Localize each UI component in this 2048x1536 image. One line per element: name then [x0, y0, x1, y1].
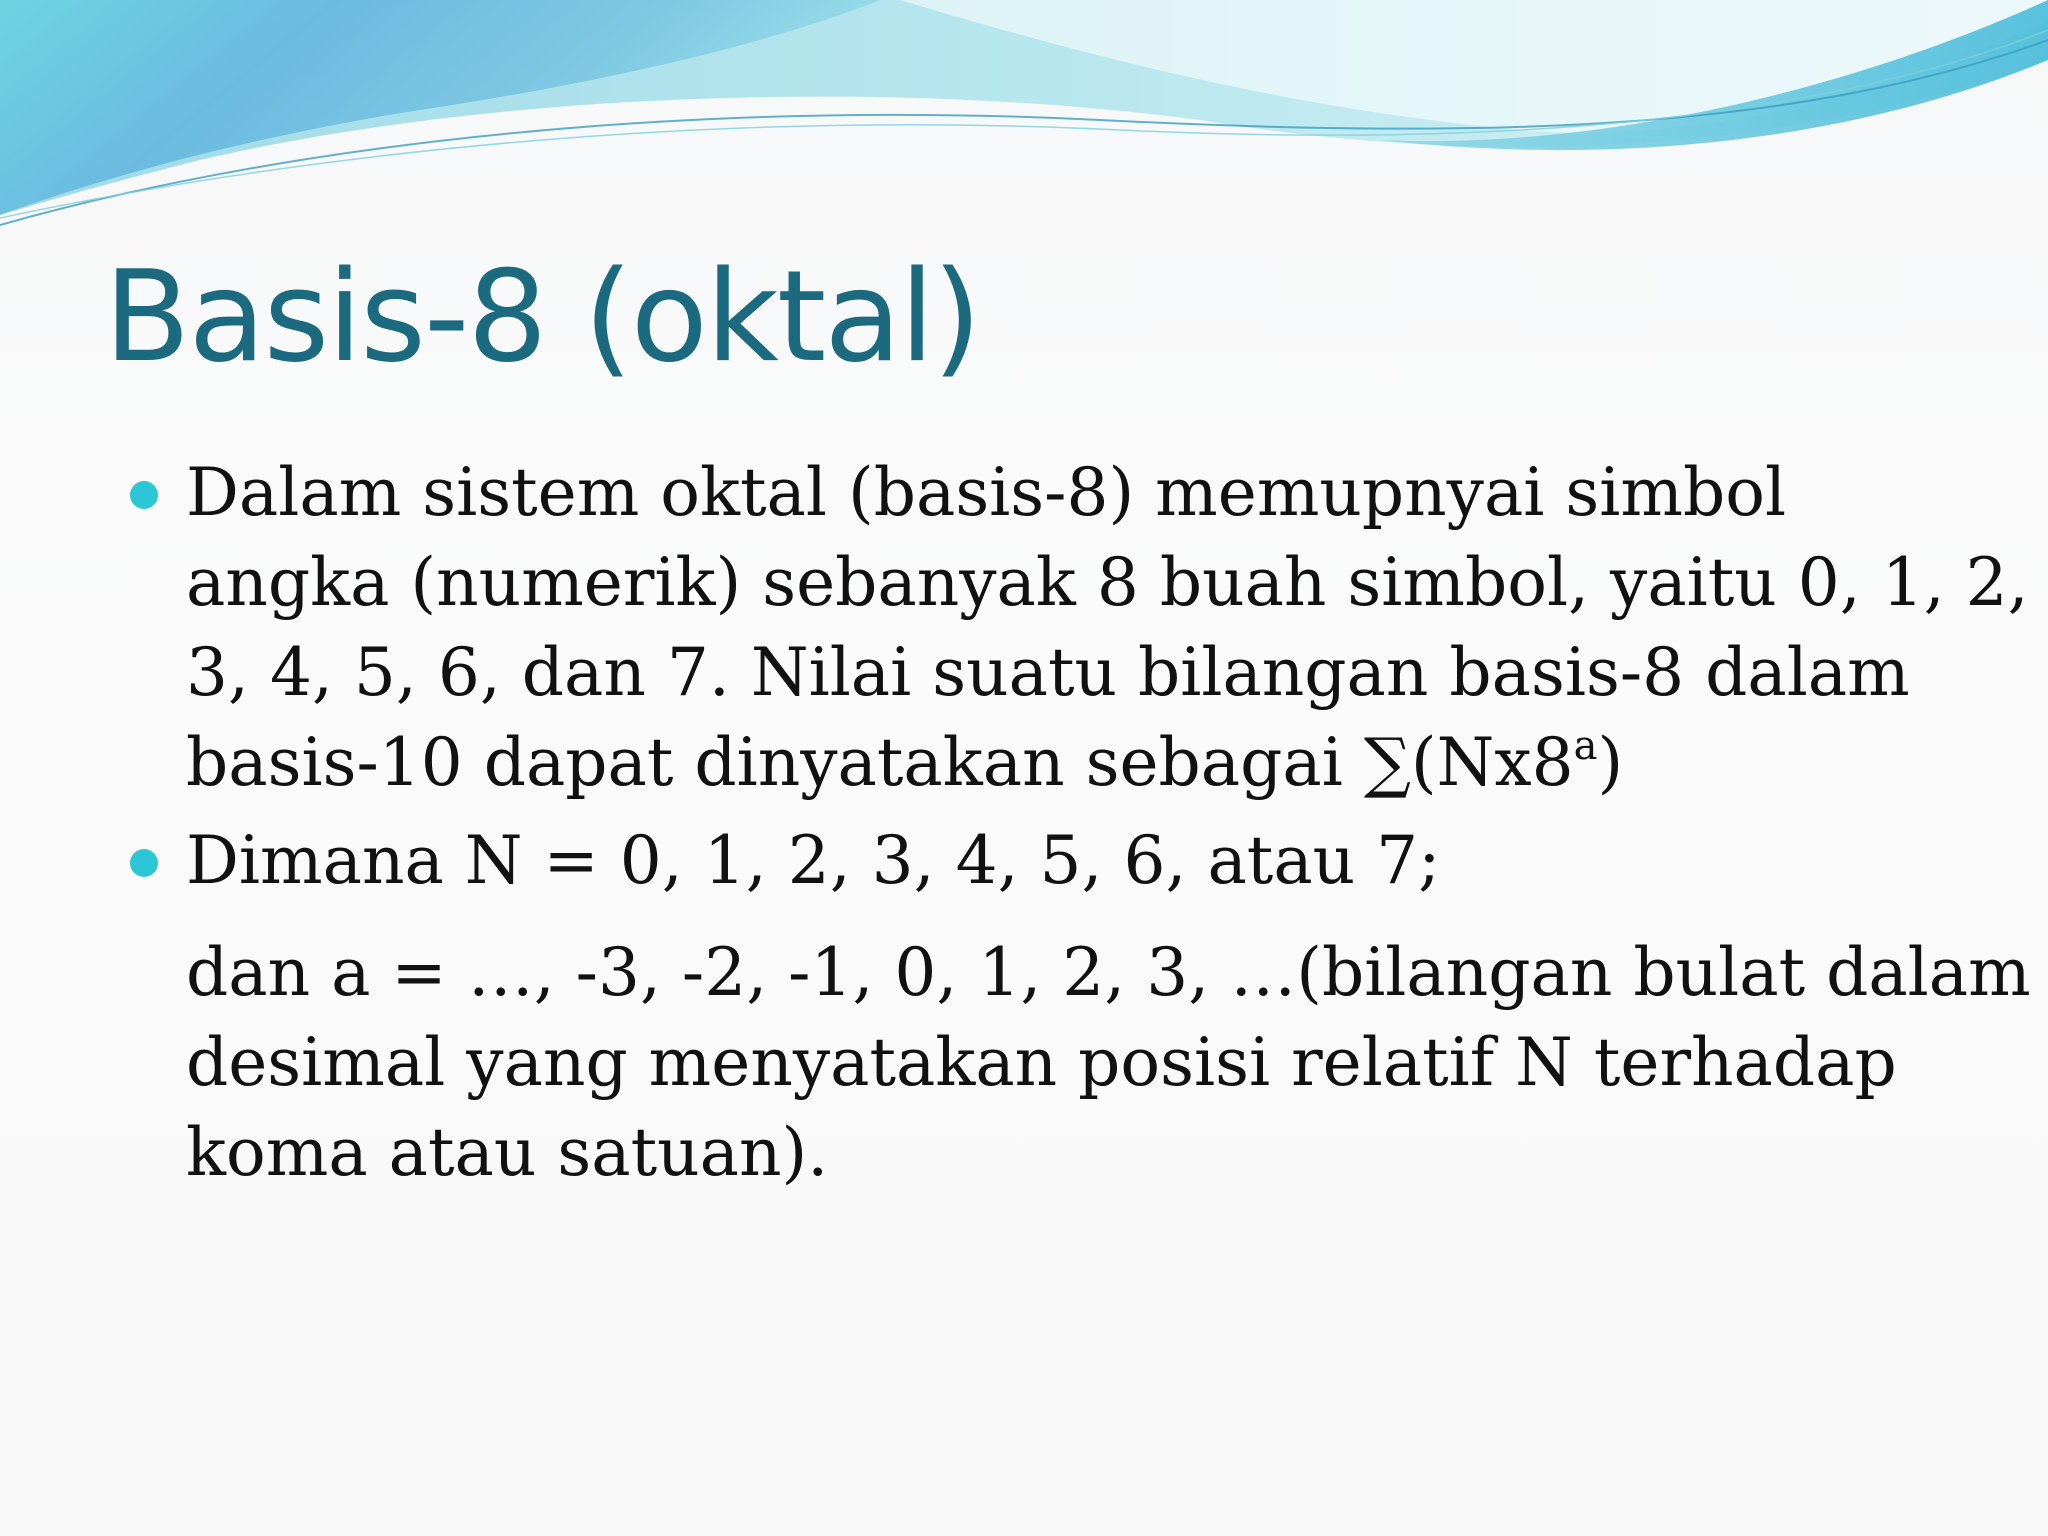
- bullet-text-line: angka (numerik) sebanyak 8 buah simbol, yaitu 0, 1, 2,: [186, 544, 2029, 621]
- continuation-line: koma atau satuan).: [186, 1114, 829, 1191]
- continuation-line: desimal yang menyatakan posisi relatif N terhadap: [186, 1024, 1897, 1101]
- bullet-text-line: 3, 4, 5, 6, dan 7. Nilai suatu bilangan basis-8 dalam: [186, 634, 1910, 711]
- bullet-formula-line: [186, 718, 1930, 808]
- bullet-text-line: Dalam sistem oktal (basis-8) memupnyai simbol: [186, 454, 1787, 531]
- formula-prefix: basis-10 dapat dinyatakan sebagai ∑(Nx8: [186, 724, 1574, 801]
- slide-title: Basis-8 (oktal): [104, 243, 980, 390]
- bullet-continuation: [130, 928, 2031, 1198]
- slide-body: [130, 448, 2031, 1198]
- bullet-dot-icon: [130, 849, 158, 877]
- formula-exponent: a: [1573, 723, 1598, 769]
- bullet-item: [130, 448, 2029, 808]
- continuation-line: dan a = …, -3, -2, -1, 0, 1, 2, 3, …(bilangan bulat dalam: [186, 934, 2031, 1011]
- bullet-dot-icon: [130, 481, 158, 509]
- bullet-item: [130, 816, 1930, 906]
- header-wave-decoration: [0, 0, 2048, 240]
- bullet-text-line: Dimana N = 0, 1, 2, 3, 4, 5, 6, atau 7;: [186, 822, 1441, 899]
- formula-suffix: ): [1597, 724, 1624, 801]
